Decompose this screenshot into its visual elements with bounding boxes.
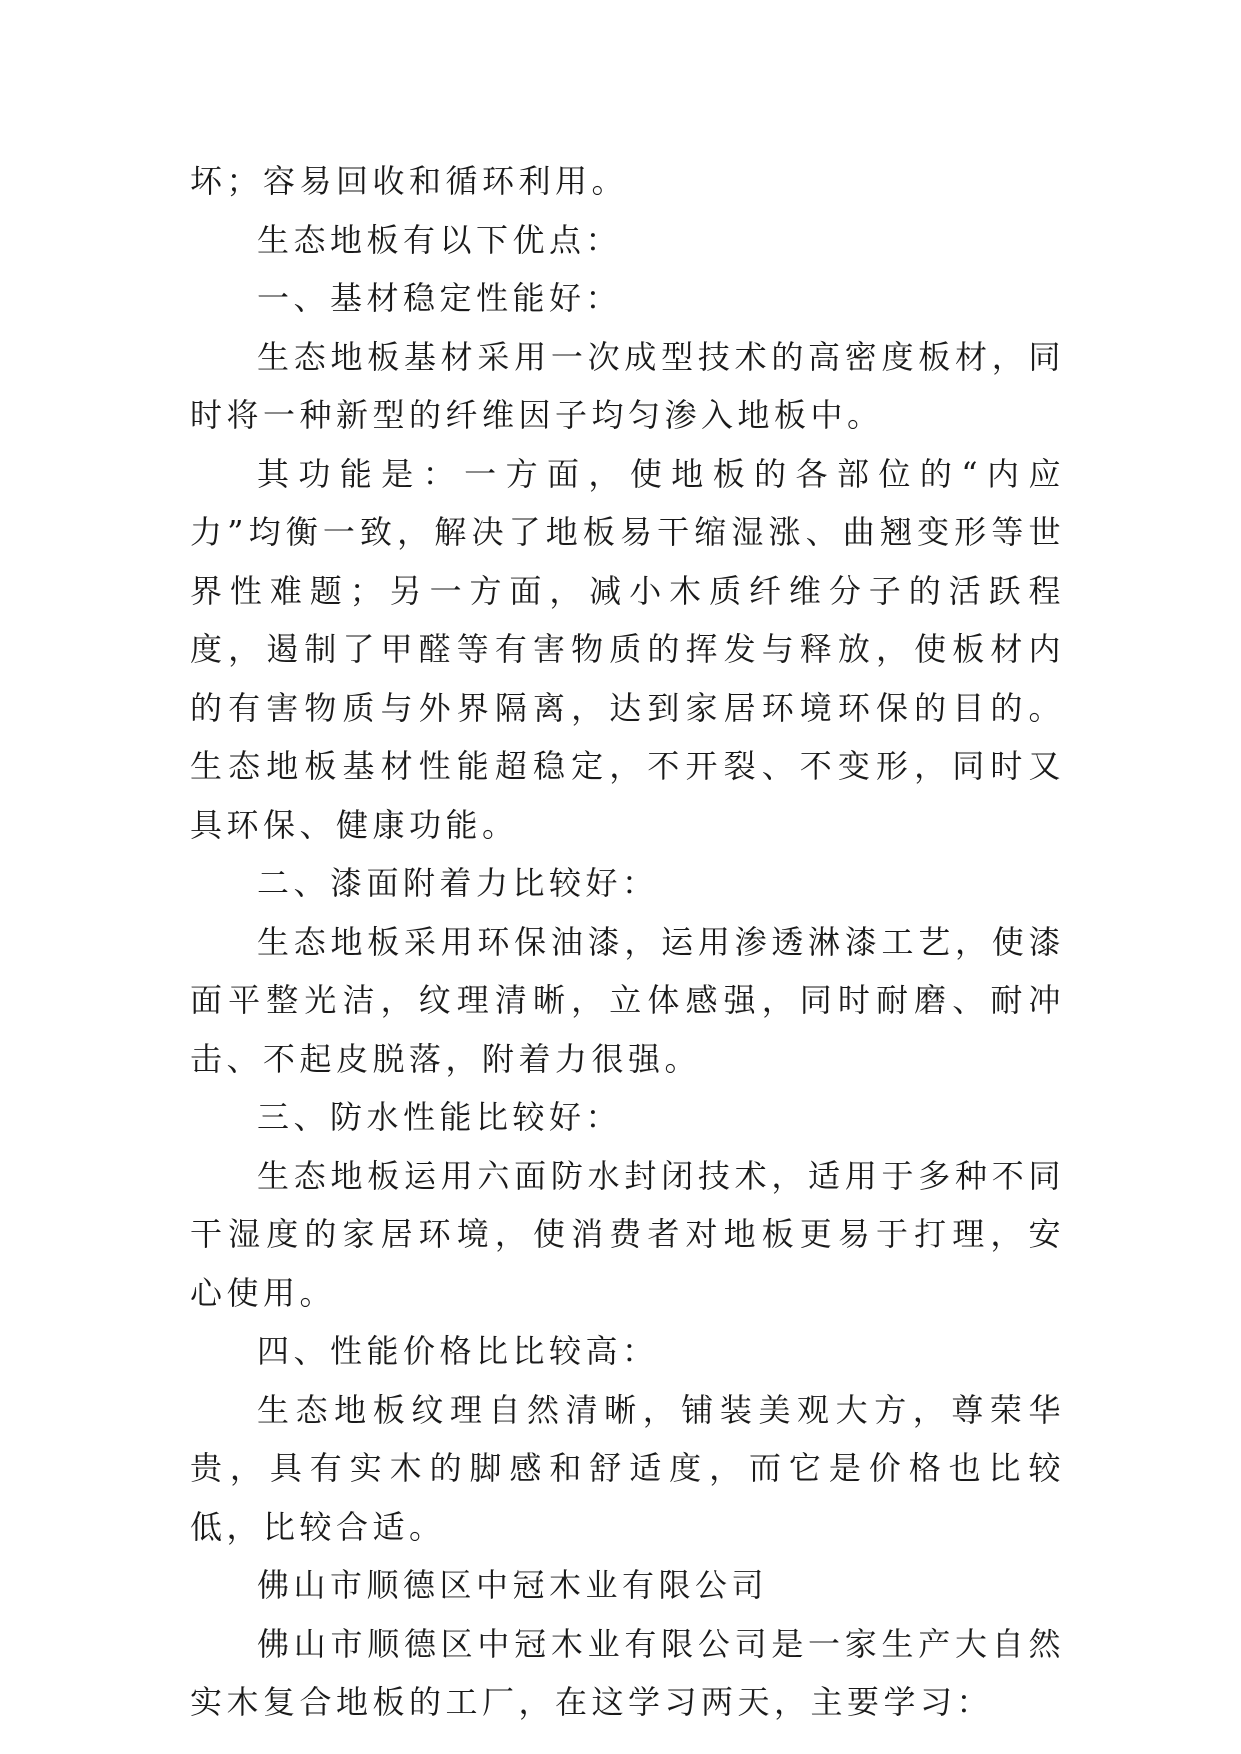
heading-advantage-3: 三、防水性能比较好： bbox=[257, 1098, 623, 1136]
paragraph-advantages-intro: 生态地板有以下优点： bbox=[257, 220, 623, 259]
paragraph-advantage-4-detail: 生态地板纹理自然清晰，铺装美观大方，尊荣华贵，具有实木的脚感和舒适度，而它是价格也比较低，比较合适。 bbox=[190, 1390, 1065, 1546]
heading-advantage-2: 二、漆面附着力比较好： bbox=[257, 864, 659, 902]
paragraph-continuation: 坏；容易回收和循环利用。 bbox=[190, 162, 629, 200]
heading-advantage-1: 一、基材稳定性能好： bbox=[257, 279, 623, 317]
paragraph-advantage-3-detail: 生态地板运用六面防水封闭技术，适用于多种不同干湿度的家居环境，使消费者对地板更易于打理，安心使用。 bbox=[190, 1156, 1065, 1312]
paragraph-advantage-1-detail: 生态地板基材采用一次成型技术的高密度板材，同时将一种新型的纤维因子均匀渗入地板中。 bbox=[190, 337, 1065, 434]
paragraph-advantage-2-detail: 生态地板采用环保油漆，运用渗透淋漆工艺，使漆面平整光洁，纹理清晰，立体感强，同时耐磨、耐冲击、不起皮脱落，附着力很强。 bbox=[190, 922, 1065, 1078]
paragraph-advantage-1-function: 其功能是：一方面，使地板的各部位的“内应力”均衡一致，解决了地板易干缩湿涨、曲翘变形等世界性难题；另一方面，减小木质纤维分子的活跃程度，遏制了甲醛等有害物质的挥发与释放，使板材内的有害物质与外界隔离，达到家居环境环保的目的。生态地板基材性能超稳定，不开裂、不变形，同时又具环保、健康功能。 bbox=[190, 454, 1065, 844]
paragraph-company-detail: 佛山市顺德区中冠木业有限公司是一家生产大自然实木复合地板的工厂，在这学习两天，主要学习： bbox=[190, 1624, 1065, 1721]
heading-advantage-4: 四、性能价格比比较高： bbox=[257, 1332, 659, 1370]
heading-company: 佛山市顺德区中冠木业有限公司 bbox=[257, 1566, 769, 1604]
document-page bbox=[190, 152, 1065, 1732]
